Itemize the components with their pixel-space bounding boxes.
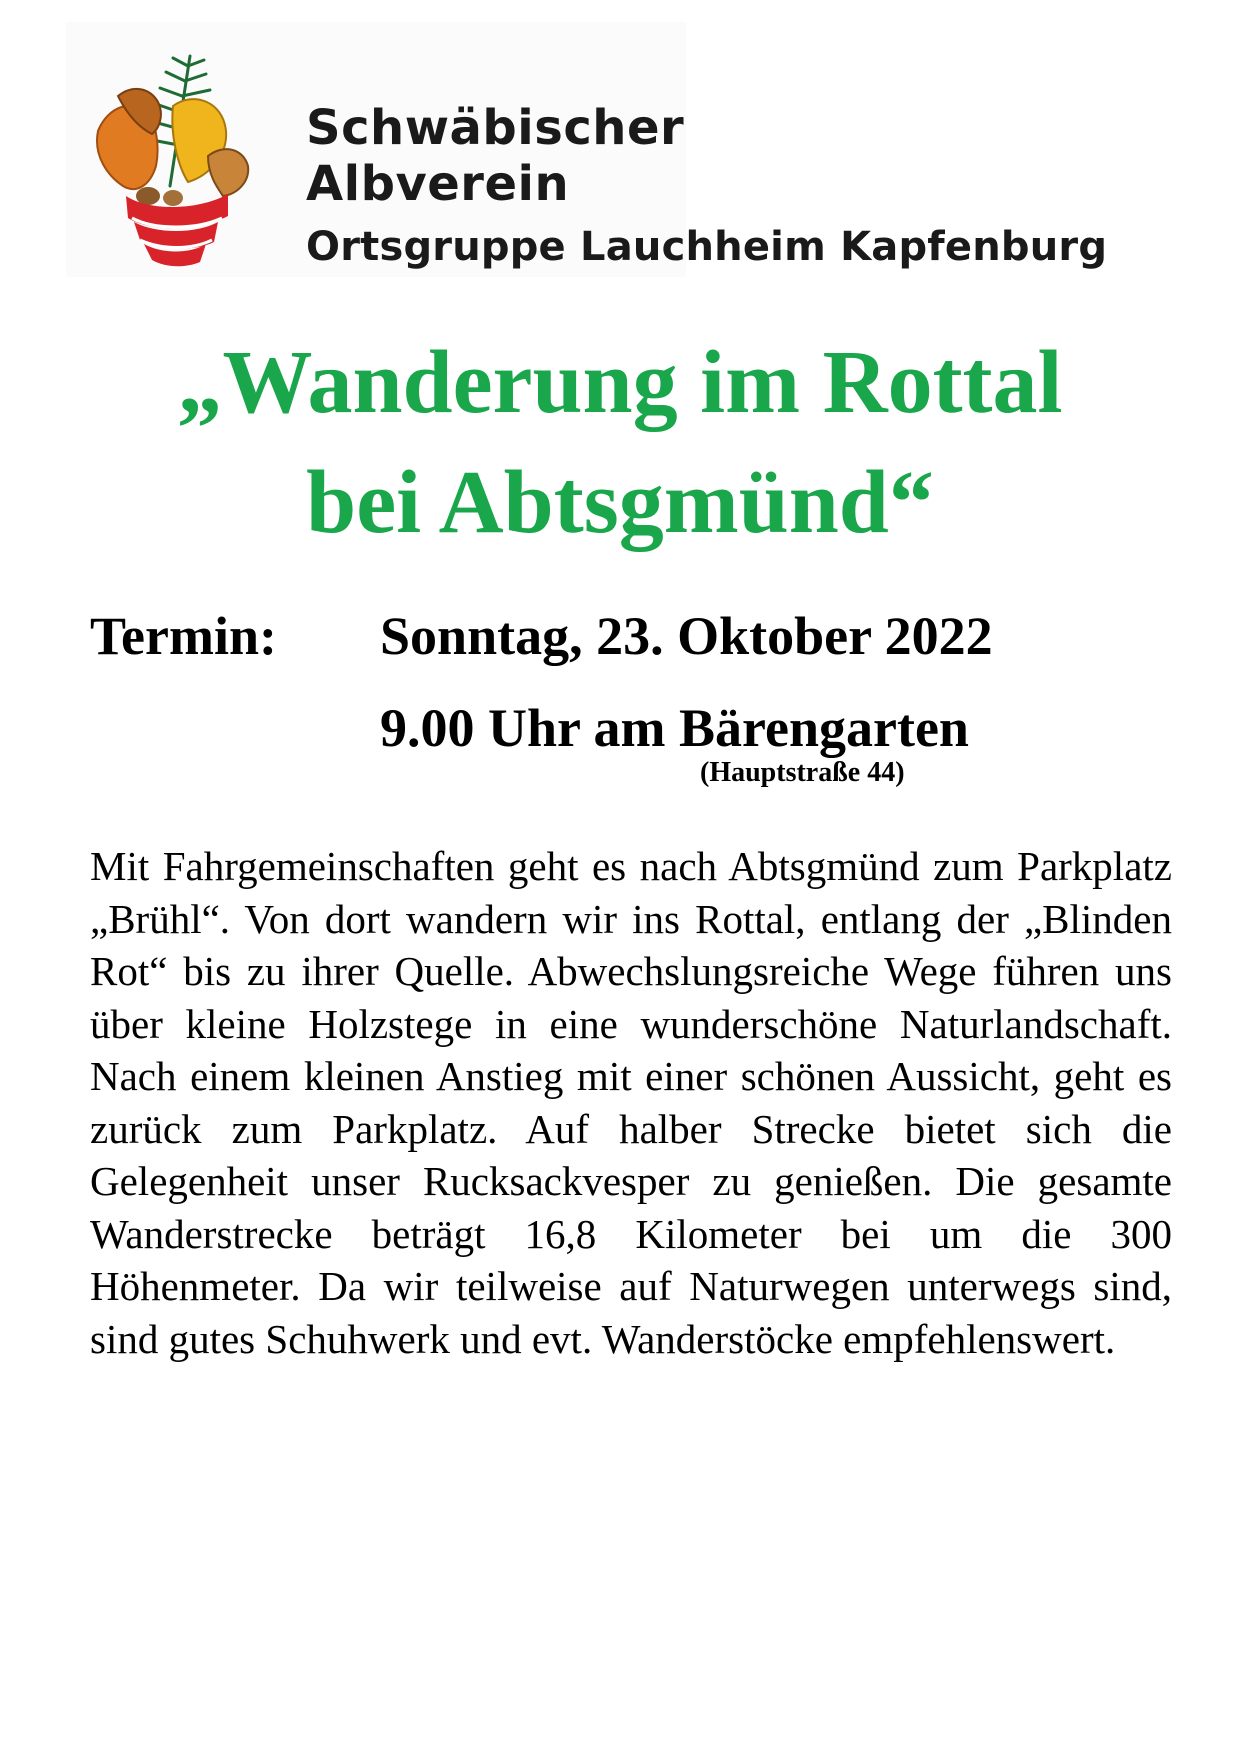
org-name-line1: Schwäbischer (306, 100, 685, 156)
termin-label: Termin: (90, 606, 277, 666)
header (66, 22, 1108, 277)
termin-time: 9.00 Uhr am Bärengarten (380, 698, 969, 758)
termin-address: (Hauptstraße 44) (700, 757, 905, 788)
event-description: Mit Fahrgemeinschaften geht es nach Abtsgmünd zum Parkplatz „Brühl“. Von dort wandern wir ins Rottal, entlang der „Blinden Rot“ bis zu ihrer Quelle. Abwechslungsreiche Wege führen uns über kleine Holzstege in eine wunderschöne Naturlandschaft. Nach einem kleinen Anstieg mit einer schönen Aussicht, geht es zurück zum Parkplatz. Auf halber Strecke bietet sich die Gelegenheit unser Rucksackvesper zu genießen. Die gesamte Wanderstrecke beträgt 16,8 Kilometer bei um die 300 Höhenmeter. Da wir teilweise auf Naturwegen unterwegs sind, sind gutes Schuhwerk und evt. Wanderstöcke empfehlenswert. (90, 843, 1172, 1362)
termin-date: Sonntag, 23. Oktober 2022 (380, 606, 993, 666)
org-name-line2: Albverein (306, 156, 570, 212)
event-title-line2: bei Abtsgmünd“ (306, 453, 934, 552)
event-title-line1: „Wanderung im Rottal (177, 333, 1063, 432)
leaf-bouquet-logo-icon (78, 36, 268, 276)
org-subtitle: Ortsgruppe Lauchheim Kapfenburg (306, 224, 1108, 270)
